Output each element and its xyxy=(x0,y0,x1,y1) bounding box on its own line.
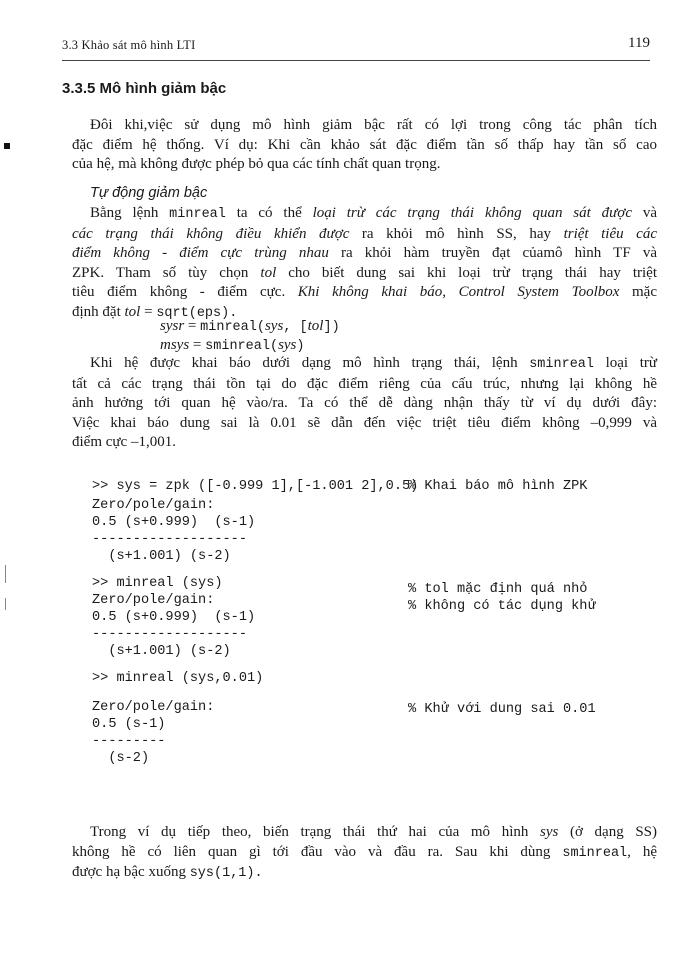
text-line: điểm cực –1,001. xyxy=(72,434,176,451)
paragraph-sminreal xyxy=(72,354,657,453)
text-line: Bằng lệnh minreal ta có thể loại trừ các trạng thái không quan sát được và xyxy=(90,205,657,222)
subheading: Tự động giảm bậc xyxy=(90,185,208,201)
page-number: 119 xyxy=(628,35,650,51)
header-section-title: 3.3 Khảo sát mô hình LTI xyxy=(62,38,196,52)
code-line: Zero/pole/gain: xyxy=(92,498,215,513)
code-line xyxy=(92,565,418,575)
paragraph-minreal xyxy=(72,204,657,324)
code-comment: % không có tác dụng khử xyxy=(408,599,596,614)
text-line: của hệ, mà không được phép bỏ qua các tính chất quan trọng. xyxy=(72,156,441,173)
text-line: Đôi khi,việc sử dụng mô hình giảm bậc rất có lợi trong công tác phân tích xyxy=(90,117,657,133)
code-comment: % Khử với dung sai 0.01 xyxy=(408,702,596,717)
text-line: Việc khai báo dung sai là 0.01 sẽ dẫn đến việc triệt tiêu điểm không –0,999 và xyxy=(72,414,657,431)
text-line: điểm không - điểm cực trùng nhau ra khỏi hàm truyền đạt củamô hình TF và xyxy=(72,245,657,262)
code-lines xyxy=(92,461,418,801)
code-line: >> sys = zpk ([-0.999 1],[-1.001 2],0.5) xyxy=(92,479,419,494)
code-line: 0.5 (s+0.999) (s-1) xyxy=(92,515,256,530)
code-line: (s-2) xyxy=(92,751,150,766)
code-line: >> minreal (sys) xyxy=(92,576,223,591)
command-syntax-minreal: sysr = minreal(sys, [tol]) xyxy=(160,318,340,335)
margin-mark xyxy=(5,565,6,583)
code-line: 0.5 (s-1) xyxy=(92,717,166,732)
text-line: đặc điểm hệ thống. Ví dụ: Khi cần khảo sát đặc điểm tần số thấp hay tần số cao xyxy=(72,136,657,153)
code-line: (s+1.001) (s-2) xyxy=(92,549,231,564)
command-syntax-sminreal: msys = sminreal(sys) xyxy=(160,337,305,354)
code-line: >> minreal (sys,0.01) xyxy=(92,671,264,686)
text-line: không hề có liên quan gì tới đầu vào và đầu ra. Sau khi dùng sminreal, hệ xyxy=(72,843,657,861)
text-line: tiêu điểm không - điểm cực. Khi không khai báo, Control System Toolbox mặc xyxy=(72,284,657,301)
code-line: (s+1.001) (s-2) xyxy=(92,644,231,659)
margin-mark xyxy=(5,598,6,610)
text-line: ảnh hưởng tới quan hệ vào/ra. Ta có thể dễ dàng nhận thấy từ ví dụ dưới đây: xyxy=(72,395,657,412)
running-header xyxy=(62,35,650,61)
code-comment: % tol mặc định quá nhỏ xyxy=(408,582,588,597)
intro-paragraph xyxy=(72,116,657,175)
text-line: ZPK. Tham số tùy chọn tol cho biết dung sai khi loại trừ trạng thái hay triệt xyxy=(72,264,657,281)
section-title: 3.3.5 Mô hình giảm bậc xyxy=(62,80,227,97)
text-line: được hạ bậc xuống sys(1,1). xyxy=(72,864,263,882)
text-line: định đặt tol = sqrt(eps). xyxy=(72,303,238,321)
code-comment: % Khai báo mô hình ZPK xyxy=(408,479,588,494)
code-line: ------------------- xyxy=(92,627,247,642)
margin-mark xyxy=(4,143,10,149)
code-line xyxy=(92,660,418,670)
paragraph-next-example xyxy=(72,823,657,884)
code-line xyxy=(92,687,418,699)
text-line: tất cả các trạng thái tồn tại do đặc điểm riêng của cấu trúc, nhưng lại không hề xyxy=(72,375,657,392)
text-line: Khi hệ được khai báo dưới dạng mô hình trạng thái, lệnh sminreal loại trừ xyxy=(90,355,657,372)
code-line: Zero/pole/gain: xyxy=(92,700,215,715)
code-line: Zero/pole/gain: xyxy=(92,593,215,608)
text-line: các trạng thái không điều khiển được ra khỏi mô hình SS, hay triệt tiêu các xyxy=(72,225,657,242)
code-line: 0.5 (s+0.999) (s-1) xyxy=(92,610,256,625)
code-line: --------- xyxy=(92,734,166,749)
text-line: Trong ví dụ tiếp theo, biến trạng thái thứ hai của mô hình sys (ở dạng SS) xyxy=(90,824,658,840)
code-line: ------------------- xyxy=(92,532,247,547)
